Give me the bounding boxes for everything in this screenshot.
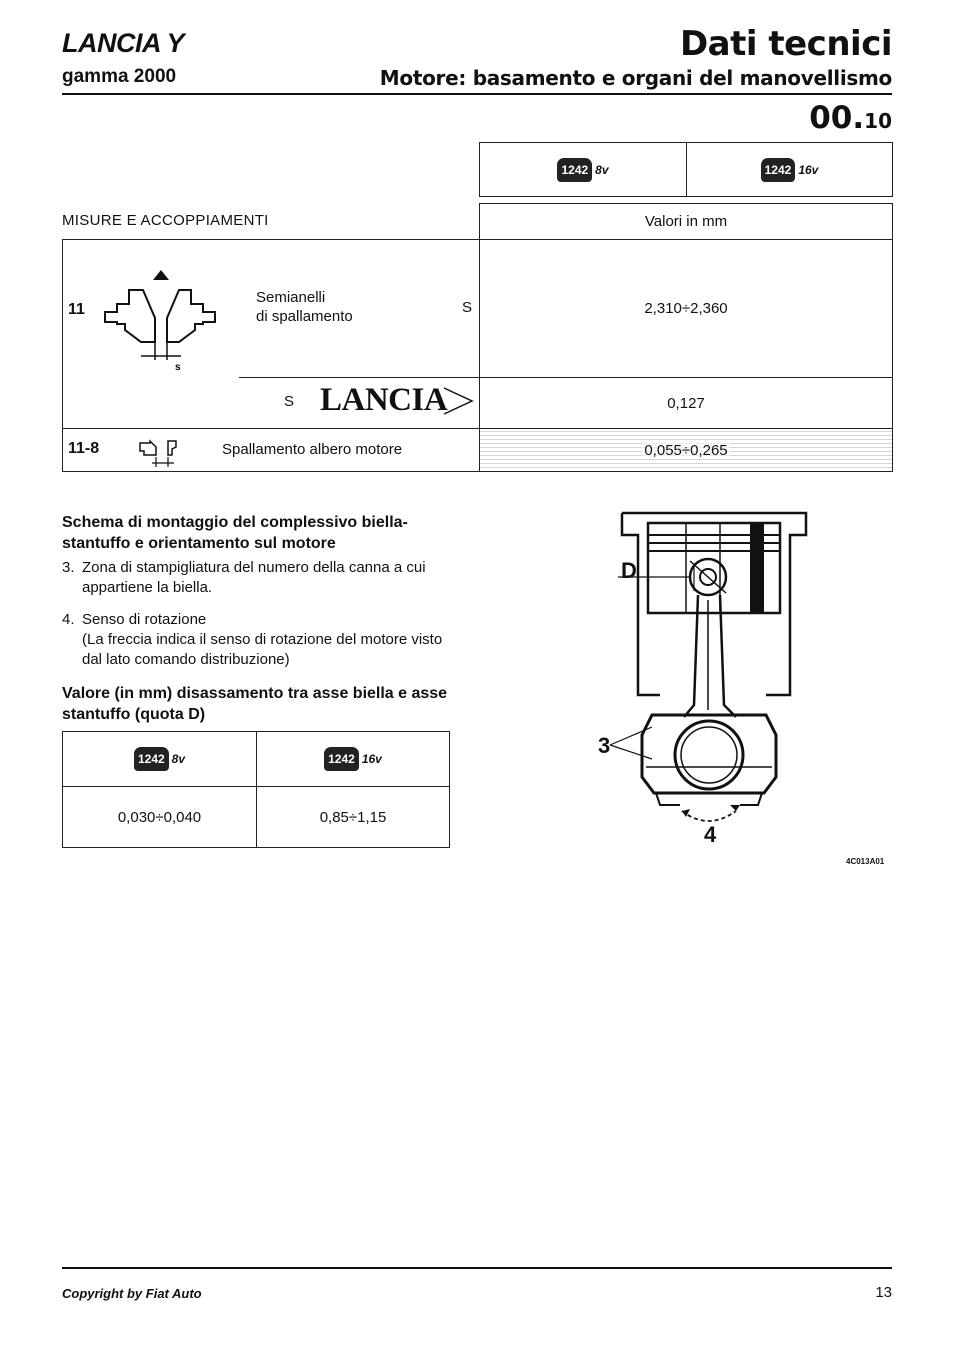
- brand-title: LANCIA Y: [62, 28, 185, 58]
- table-title: MISURE E ACCOPPIAMENTI: [62, 212, 269, 229]
- section-title: Dati tecnici: [679, 24, 892, 64]
- figure-code: 4C013A01: [846, 857, 885, 866]
- chevron-right-icon: [442, 386, 476, 416]
- sub-symbol: S: [284, 393, 295, 410]
- units-cell: Valori in mm: [479, 203, 893, 240]
- page-number: 13: [875, 1284, 892, 1301]
- row-symbol: S: [462, 299, 473, 316]
- divider: [239, 377, 480, 378]
- header-rule: [62, 93, 892, 95]
- list-item: 3. Zona di stampigliatura del numero della canna a cui appartiene la biella.: [62, 559, 426, 596]
- row-number: 11-8: [68, 440, 100, 457]
- crankshaft-shoulder-icon: [138, 437, 188, 469]
- model-range: gamma 2000: [62, 66, 177, 87]
- row-value: 0,055÷0,265: [479, 428, 893, 472]
- engine-badge-8v-cell: [479, 142, 687, 197]
- label-d: D: [621, 558, 637, 583]
- thrust-washer-icon: [95, 262, 235, 372]
- engine-icon: 1242 16v: [324, 747, 382, 771]
- piston-rod-diagram: [590, 505, 830, 850]
- copyright: Copyright by Fiat Auto: [62, 1286, 202, 1301]
- row-number: 11: [68, 301, 85, 318]
- section-subtitle: Motore: basamento e organi del manovellismo: [379, 66, 892, 90]
- label-3: 3: [598, 733, 611, 758]
- engine-icon: 1242 8v: [134, 747, 185, 771]
- brand-mark: LANCIA: [320, 382, 448, 418]
- row-value: 0,127: [479, 377, 893, 429]
- engine-badge-16v-cell: [256, 731, 450, 787]
- offset-value-16v: 0,85÷1,15: [256, 786, 450, 848]
- page-code: 00.10: [809, 100, 892, 136]
- label-4: 4: [704, 822, 717, 847]
- offset-value-8v: 0,030÷0,040: [62, 786, 257, 848]
- footer-rule: [62, 1267, 892, 1269]
- row-label: Semianelli di spallamento: [256, 289, 353, 325]
- assembly-heading: Schema di montaggio del complessivo biella-stantuffo e orientamento sul motore: [62, 514, 408, 552]
- engine-icon: 1242 16v: [761, 158, 819, 182]
- engine-icon: 1242 8v: [557, 158, 608, 182]
- row-label: Spallamento albero motore: [222, 441, 403, 458]
- engine-badge-16v-cell: [686, 142, 893, 197]
- offset-heading: Valore (in mm) disassamento tra asse biella e asse stantuffo (quota D): [62, 685, 448, 723]
- engine-badge-8v-cell: [62, 731, 257, 787]
- row-value: 2,310÷2,360: [479, 239, 893, 378]
- list-item: 4. Senso di rotazione (La freccia indica il senso di rotazione del motore visto dal lato comando distribuzione): [62, 611, 443, 668]
- svg-text:s: s: [175, 362, 181, 372]
